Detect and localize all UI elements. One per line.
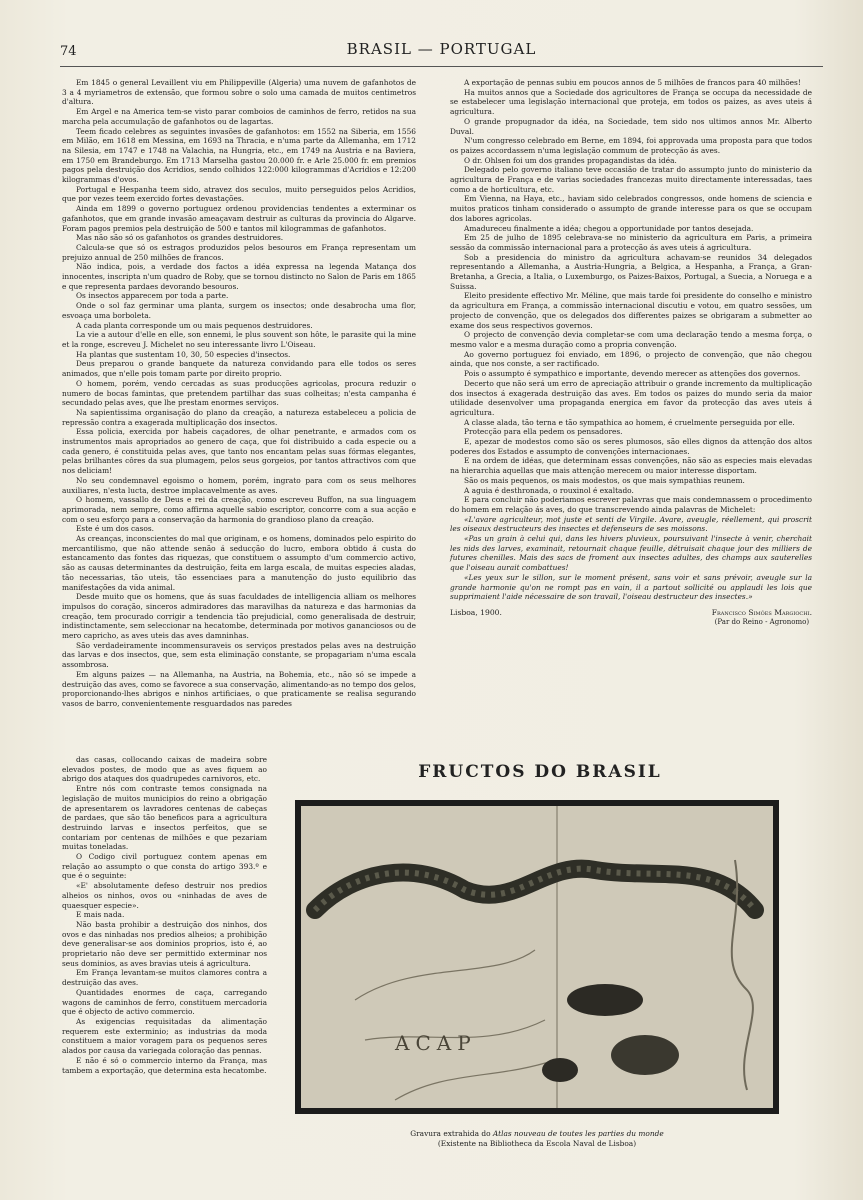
paragraph: Desde muito que os homens, que ás suas faculdades de intelligencia alliam os melhores impulsos do coração, sinceros admiradores das maravilhas da natureza e das harmonias da creação, tem procurado corrigir a tendencia tão prejudicial, como generalisada de destruir, indistinctamente, sem seleccionar na hecatombe, determinada por motivos gananciosos ou de mero capricho, as aves uteis das aves damninhas. [62,592,416,641]
article-column-right-body [450,78,812,515]
paragraph: O dr. Ohlsen foi um dos grandes propagandistas da idéa. [464,155,677,165]
signature-author [712,608,812,627]
signature-author-role: (Par do Reino - Agronomo) [714,617,810,626]
engraving-paper [301,806,773,1108]
paragraph: Quantidades enormes de caça, carregando wagons de caminhos de ferro, constituem mercadoria que é objecto de activo commercio. [62,987,267,1017]
paragraph: São verdadeiramente incommensuraveis os serviços prestados pelas aves na destruição das larvas e dos insectos, que, sem esta eliminação constante, se propagariam n'uma escala assombrosa. [62,640,416,670]
paragraph: «E' absolutamente defeso destruir nos predios alheios os ninhos, ovos ou «ninhadas de aves de quaesquer especie». [62,881,267,910]
paragraph: Teem ficado celebres as seguintes invasões de gafanhotos: em 1552 na Siberia, em 1556 em Milão, em 1618 em Messina, em 1693 na Thracia, e n'uma parte da Allemanha, em 1712 na Silesia, em 1747 e 1748 na Valachia, na Hungria, etc., em 1749 na Austria e na Baviera, em 1750 em Brandeburgo. Em 1713 Marselha gastou 20.000 fr. e Arle 25.000 fr. em premios pagos pela destruição dos Acridios, sendo colhidos 122:000 kilogrammas d'Acridios e 12:200 kilogrammas d'ovos. [62,126,416,185]
paragraph: O projecto de convenção devia completar-se com uma declaração tendo a mesma força, o mesmo valor e a mesma duração como a propria convenção. [450,330,812,349]
paragraph: Ha plantas que sustentam 10, 30, 50 especies d'insectos. [76,349,291,359]
paragraph: A cada planta corresponde um ou mais pequenos destruidores. [76,320,313,330]
paragraph: Não basta prohibir a destruição dos ninhos, dos ovos e das ninhadas nos predios alheios; a prohibição deve generalisar-se aos dominios proprios, isto é, ao proprietario não deve ser permittido exterminar nos seus dominios, as aves bravias uteis á agricultura. [62,919,267,968]
paragraph: As exigencias requisitadas da alimentação requerem este exterminio; as industrias da moda constituem a maior voragem para os pequenos seres alados por causa da variegada coloração das pennas. [62,1016,267,1056]
article-column-right [450,78,812,627]
quote-paragraph: «Pas un grain à celui qui, dans les hivers pluvieux, poursuivant l'insecte à venir, cherchait les nids des larves, examinait, retournait chaque feuille, détruisait chaque jour des milliers de futures chenilles. Mais des sacs de froment aux insectes adultes, des champs aux sauterelles que l'oiseau aurait combattues! [450,534,812,573]
caption-prefix: Gravura extrahida do [410,1129,491,1138]
caption-atlas-title: Atlas nouveau de toutes les parties du monde [492,1129,664,1138]
paragraph: Calcula-se que só os estragos produzidos pelos besouros em França representam um prejuizo annual de 250 milhões de francos. [62,242,416,262]
figure-title: FRUCTOS DO BRASIL [418,762,662,782]
paragraph: Ao governo portuguez foi enviado, em 1896, o projecto de convenção, que não chegou ainda, que nos conste, a ser ractificado. [450,349,812,369]
paragraph: Protecção para ella pedem os pensadores. [464,427,623,437]
paragraph: O homem, vassallo de Deus e rei da creação, como escreveu Buffon, na sua linguagem aprimorada, nem sempre, como affirma aquelle sabio escriptor, concorre com a sua acção e com o seu esforço para a conservação da harmonia do grandioso plano da creação. [62,495,416,524]
animal-jaguar [567,984,643,1016]
paragraph: E, apezar de modestos como são os seres plumosos, são elles dignos da attenção dos altos poderes dos Estados e assumpto de convenções internacionaes. [450,437,812,456]
page-header [60,40,823,64]
caption-source: (Existente na Bibliotheca da Escola Naval de Lisboa) [437,1139,637,1148]
page-number: 74 [60,44,77,59]
paragraph: E para concluir não poderiamos escrever palavras que mais condemnassem o procedimento do homem em relação ás aves, do que transcrevendo ainda palavras de Michelet: [450,495,812,514]
paragraph: La vie a autour d'elle en elle, son ennemi, le plus souvent son hôte, le parasite qui la mine et la ronge, escreveu J. Michelet no seu interessante livro L'Oiseau. [62,330,416,349]
figure-caption [295,1129,779,1149]
paragraph: A aguia é desthronada, o rouxinol é exaltado. [464,485,634,495]
map-label: ACAP [395,1031,477,1055]
paragraph: São os mais pequenos, os mais modestos, os que mais sympathias reunem. [464,475,745,485]
paragraph: E mais nada. [76,910,125,920]
paragraph: Mas não são só os gafanhotos os grandes destruidores. [76,233,284,243]
paragraph: Onde o sol faz germinar uma planta, surgem os insectos; onde desabrocha uma flor, esvoaça uma borboleta. [62,301,416,320]
paragraph: Eleito presidente effectivo Mr. Méline, que mais tarde foi presidente do conselho e ministro da agricultura em França, a commissão internacional discutiu e votou, em quatro sessões, um projecto de convenção, que os delegados dos differentes paizes se obrigaram a submetter ao exame dos seus respectivos governos. [450,291,812,330]
paragraph: Em 25 de julho de 1895 celebrava-se no ministerio da agricultura em Paris, a primeira sessão da commissão internacional para a protecção ás aves uteis á agricultura. [450,233,812,252]
paragraph: Não indica, pois, a verdade dos factos a idéa expressa na legenda Matança dos innocentes, inscripta n'um quadro de Roby, que se tornou distincto no Salon de Paris em 1865 e que representa pardaes devorando besouros. [62,262,416,291]
paragraph: E não é só o commercio interno da França, mas tambem a exportação, que determina esta hecatombe. [62,1055,267,1075]
michelet-quote [450,515,812,602]
paragraph: Entre nós com contraste temos consignada na legislação de muitos municipios do reino a obrigação de apresentarem os lavradores centenas de cabeças de pardaes, que são tão beneficos para a agricultura destruindo larvas e insectos perfeitos, que se contariam por centenas de milhões e que pezariam muitas toneladas. [62,784,267,852]
paragraph: N'um congresso celebrado em Berne, em 1894, foi approvada uma proposta para que todos os paizes accordassem n'uma legislação commum de protecção ás aves. [450,136,812,155]
paragraph: Em França levantam-se muitos clamores contra a destruição das aves. [62,968,267,988]
publication-title: BRASIL — PORTUGAL [346,40,537,58]
paragraph: O grande propugnador da idéa, na Sociedade, tem sido nos ultimos annos Mr. Alberto Duval. [450,116,812,136]
engraving-svg [295,800,779,1114]
article-column-left-narrow [62,755,267,1075]
paragraph: Delegado pelo governo italiano teve occasião de tratar do assumpto junto do ministerio da agricultura de França e de varias sociedades francezas muito directamente interessadas, taes como a de horticultura, etc. [450,165,812,194]
article-signature [450,608,812,627]
paragraph: O Codigo civil portuguez contem apenas em relação ao assumpto o que consta do artigo 393.º e que é o seguinte: [62,852,267,881]
engraving-image [295,800,779,1114]
animal-tapir [611,1035,679,1075]
paragraph: As creanças, inconscientes do mal que originam, e os homens, dominados pelo espirito do mercantilismo, que não attende senão á seducção do lucro, embora obtido á custa do estancamento das fontes das riquezas, que constituem o assumpto d'um commercio activo, são as causas determinantes da destruição, feita em larga escala, de muitas especies aladas, tão necessarias, tão uteis, tão essenciaes para a manutenção do justo equilibrio das manifestações da vida animal. [62,534,416,592]
paragraph: Portugal e Hespanha teem sido, atravez dos seculos, muito perseguidos pelos Acridios, que por vezes teem exercido fortes devastações. [62,184,416,204]
paragraph: A exportação de pennas subiu em poucos annos de 5 milhões de francos para 40 milhões! [464,78,801,87]
paragraph: Este é um dos casos. [76,524,154,534]
paragraph: Amadureceu finalmente a idéa; chegou a opportunidade por tantos desejada. [464,223,754,233]
paragraph: Ha muitos annos que a Sociedade dos agricultores de França se occupa da necessidade de se estabelecer uma legislação internacional que proteja, em todos os paizes, as aves uteis á agricultura. [450,87,812,117]
paragraph: Em alguns paizes — na Allemanha, na Austria, na Bohemia, etc., não só se impede a destruição das aves, como se favorece a sua conservação, alimentando-as no tempo dos gelos, proporcionando-lhes abrigos e ninhos artificiaes, o que praticamente se realisa segurando vasos de barro, convenientemente resguardados nas paredes [62,669,416,708]
paragraph: No seu condemnavel egoismo o homem, porém, ingrato para com os seus melhores auxiliares, n'esta lucta, destroe implacavelmente as aves. [62,475,416,495]
paragraph: Os insectos apparecem por toda a parte. [76,291,229,301]
quote-paragraph: «L'avare agriculteur, mot juste et senti de Virgile. Avare, aveugle, réellement, qui proscrit les oiseaux destructeurs des insectes et defenseurs de ses moissons. [450,514,812,534]
paragraph: Na sapientissima organisação do plano da creação, a natureza estabeleceu a policia de repressão contra a exagerada multiplicação dos insectos. [62,407,416,427]
quote-paragraph: «Les yeux sur le sillon, sur le moment présent, sans voir et sans prévoir, aveugle sur la grande harmonie qu'on ne rompt pas en vain, il a partout sollicité ou applaudi les lois que supprimaient l'aide nécessaire de son travail, l'oiseau destructeur des insectes.» [450,572,812,602]
paragraph: O homem, porém, vendo cercadas as suas producções agricolas, procura reduzir o numero de bocas famintas, que pretendem partilhar das suas colheitas; n'esta campanha é secundado pelas aves, que lhe prestam enormes serviços. [62,378,416,408]
article-column-left [62,78,416,709]
paragraph: Em Vienna, na Haya, etc., haviam sido celebrados congressos, onde homens de sciencia e muitos praticos tinham considerado o assumpto de grande interesse para os que se occupam dos labores agricolas. [450,194,812,223]
signature-place-date: Lisboa, 1900. [450,607,502,617]
paragraph: Decerto que não será um erro de apreciação attribuir o grande incremento da multiplicação dos insectos á exagerada destruição das aves. Em todos os paizes do mundo seria da maior utilidade desenvolver uma propaganda energica em favor da protecção das aves uteis á agricultura. [450,378,812,417]
caption-line-1 [295,1129,779,1139]
paragraph: Ainda em 1899 o governo portuguez ordenou providencias tendentes a exterminar os gafanhotos, que em grande invasão ameaçavam destruir as culturas da provincia do Algarve. Foram pagos premios pela destruição de 500 e tantos mil kilogrammas de gafanhotos. [62,204,416,233]
paragraph: Em Argel e na America tem-se visto parar comboios de caminhos de ferro, retidos na sua marcha pela accumulação de gafanhotos ou de lagartas. [62,107,416,126]
header-rule [60,66,823,67]
paragraph: A classe alada, tão terna e tão sympathica ao homem, é cruelmente perseguida por elle. [464,417,795,427]
paragraph: Sob a presidencia do ministro da agricultura achavam-se reunidos 34 delegados representando a Allemanha, a Austria-Hungria, a Belgica, a Hespanha, a França, a Gran-Bretanha, a Grecia, a Italia, o Luxemburgo, os Paizes-Baixos, Portugal, a Suecia, a Noruega e a Suissa. [450,252,812,291]
paragraph: Em 1845 o general Levaillent viu em Philippeville (Algeria) uma nuvem de gafanhotos de 3 a 4 myriametros de extensão, que formou sobre o solo uma camada de muitos centimetros d'altura. [62,78,416,107]
paragraph: Pois o assumpto é sympathico e importante, devendo merecer as attenções dos governos. [464,369,801,379]
paragraph: Deus preparou o grande banquete da natureza convidando para elle todos os seres animados, que n'elle pois tomam parte por direito proprio. [62,359,416,379]
animal-small [542,1058,578,1082]
paragraph: E na ordem de idéas, que determinam essas convenções, não são as especies mais elevadas na hierarchia aquellas que mais attenção merecem ou maior interesse disportam. [450,456,812,476]
paragraph: das casas, collocando caixas de madeira sobre elevados postes, de modo que as aves fiquem ao abrigo dos ataques dos quadrupedes carnivoros, etc. [62,755,267,784]
signature-author-name: Francisco Simões Margiochi. [711,607,812,617]
paragraph: Essa policia, exercida por habeis caçadores, de olhar penetrante, e armados com os instrumentos mais apropriados ao genero de caça, que foi distribuido a cada especie ou a cada genero, é constituida pelas aves, que tanto nos encantam pelas suas fórmas elegantes, pelas brilhantes côres da sua plumagem, pelos seus gorgeios, por tantos attractivos com que nos deliciam! [62,427,416,476]
